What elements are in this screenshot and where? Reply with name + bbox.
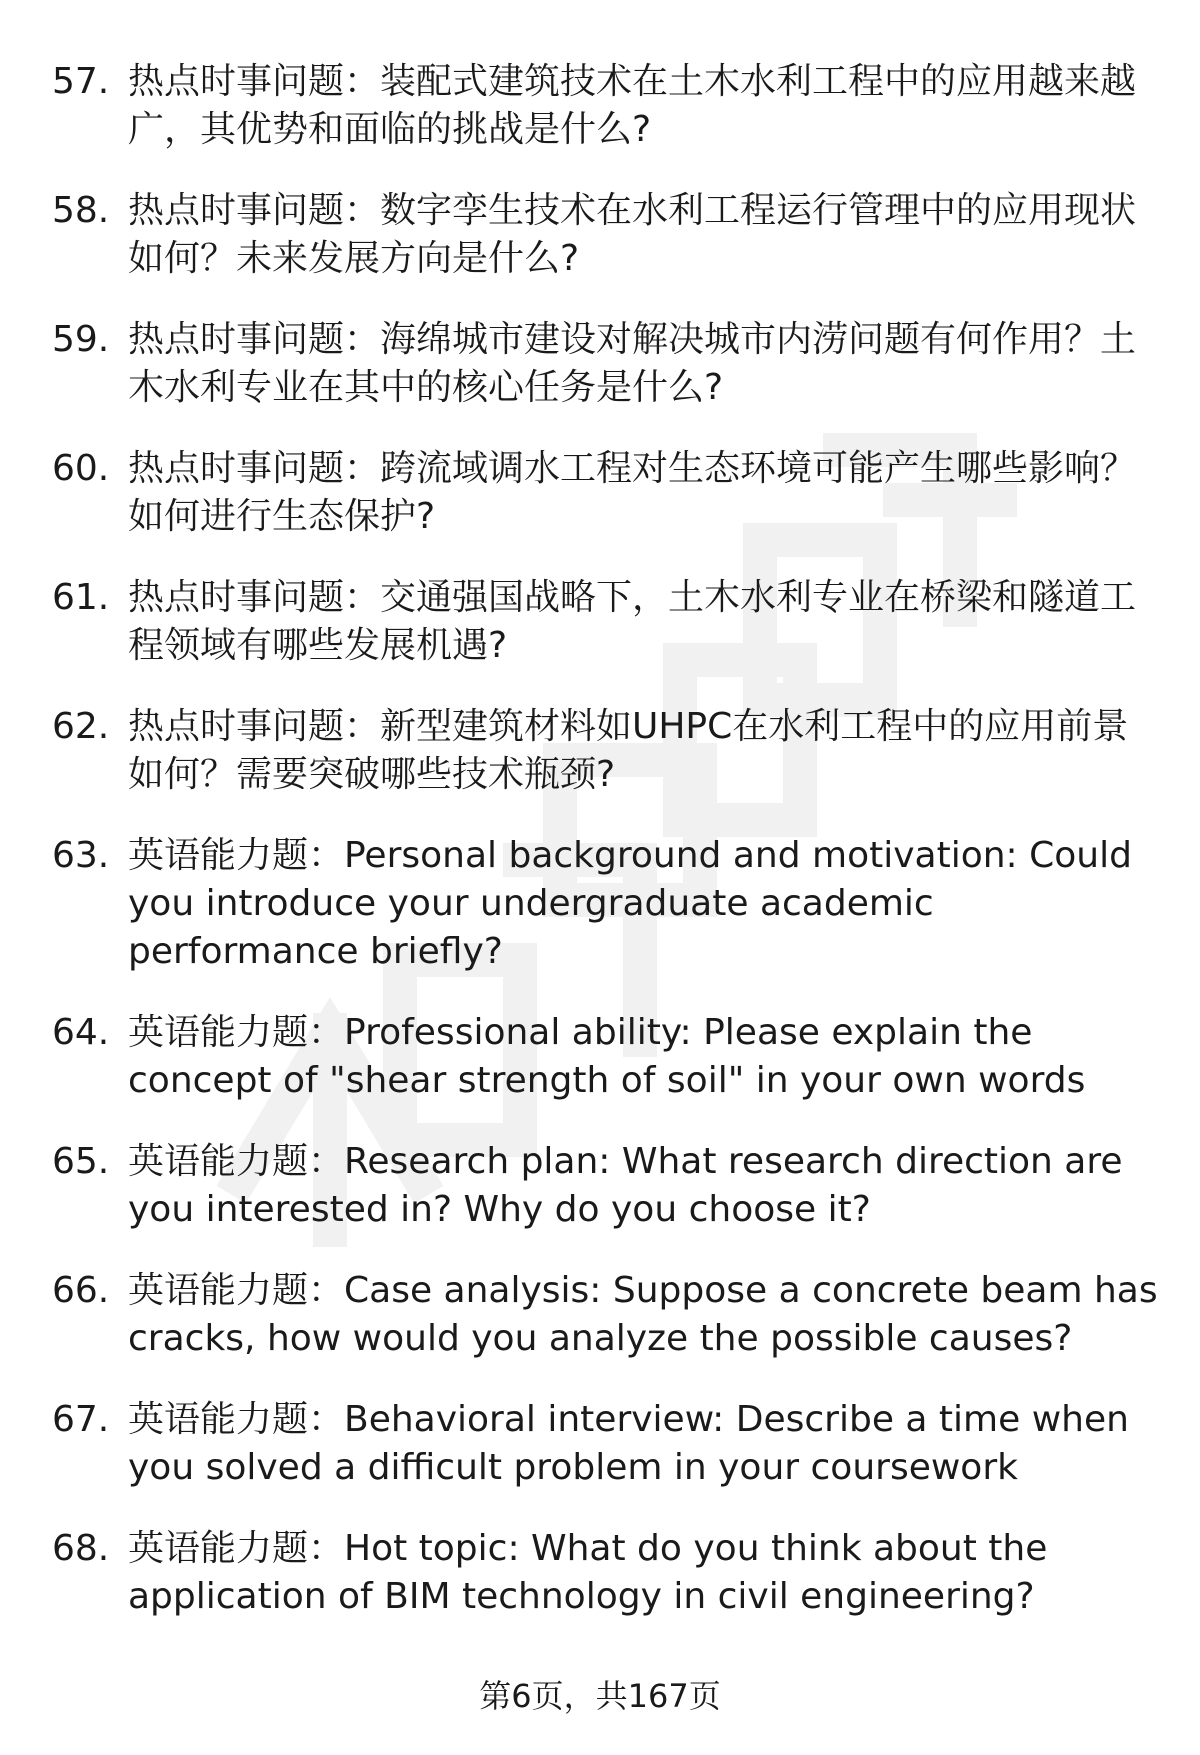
question-text: 英语能力题：Behavioral interview: Describe a time when you solved a difficult problem in your coursework: [128, 1399, 1129, 1488]
question-list: [0, 58, 1200, 1654]
question-text: 热点时事问题：海绵城市建设对解决城市内涝问题有何作用？土木水利专业在其中的核心任务是什么?: [128, 319, 1137, 408]
question-item: [0, 1396, 1200, 1492]
question-number: 60.: [52, 448, 110, 489]
question-item: [0, 445, 1200, 541]
question-number: 65.: [52, 1141, 110, 1182]
question-number: 58.: [52, 190, 110, 231]
question-item: [0, 832, 1200, 976]
question-text: 英语能力题：Hot topic: What do you think about the application of BIM technology in civil engineering?: [128, 1528, 1048, 1617]
question-text: 热点时事问题：装配式建筑技术在土木水利工程中的应用越来越广，其优势和面临的挑战是什么?: [128, 61, 1137, 150]
question-number: 67.: [52, 1399, 110, 1440]
question-item: [0, 1009, 1200, 1105]
question-text: 热点时事问题：跨流域调水工程对生态环境可能产生哪些影响？如何进行生态保护?: [128, 448, 1137, 537]
question-number: 66.: [52, 1270, 110, 1311]
question-text: 英语能力题：Professional ability: Please explain the concept of "shear strength of soil" in your own words: [128, 1012, 1086, 1101]
question-text: 英语能力题：Personal background and motivation: Could you introduce your undergraduate academic performance briefly?: [128, 835, 1132, 972]
question-text: 英语能力题：Research plan: What research direction are you interested in? Why do you choose it?: [128, 1141, 1123, 1230]
question-number: 59.: [52, 319, 110, 360]
question-item: [0, 1267, 1200, 1363]
question-text: 热点时事问题：交通强国战略下，土木水利专业在桥梁和隧道工程领域有哪些发展机遇?: [128, 577, 1137, 666]
question-item: [0, 187, 1200, 283]
question-number: 64.: [52, 1012, 110, 1053]
question-text: 热点时事问题：数字孪生技术在水利工程运行管理中的应用现状如何？未来发展方向是什么?: [128, 190, 1137, 279]
page-footer: 第6页，共167页: [479, 1677, 721, 1715]
question-item: [0, 58, 1200, 154]
question-item: [0, 574, 1200, 670]
question-text: 热点时事问题：新型建筑材料如UHPC在水利工程中的应用前景如何？需要突破哪些技术瓶颈?: [128, 706, 1129, 795]
question-item: [0, 1525, 1200, 1621]
question-number: 61.: [52, 577, 110, 618]
question-item: [0, 1138, 1200, 1234]
question-text: 英语能力题：Case analysis: Suppose a concrete beam has cracks, how would you analyze the possible causes?: [128, 1270, 1158, 1359]
question-item: [0, 703, 1200, 799]
question-number: 68.: [52, 1528, 110, 1569]
question-number: 62.: [52, 706, 110, 747]
question-item: [0, 316, 1200, 412]
question-number: 57.: [52, 61, 110, 102]
question-number: 63.: [52, 835, 110, 876]
